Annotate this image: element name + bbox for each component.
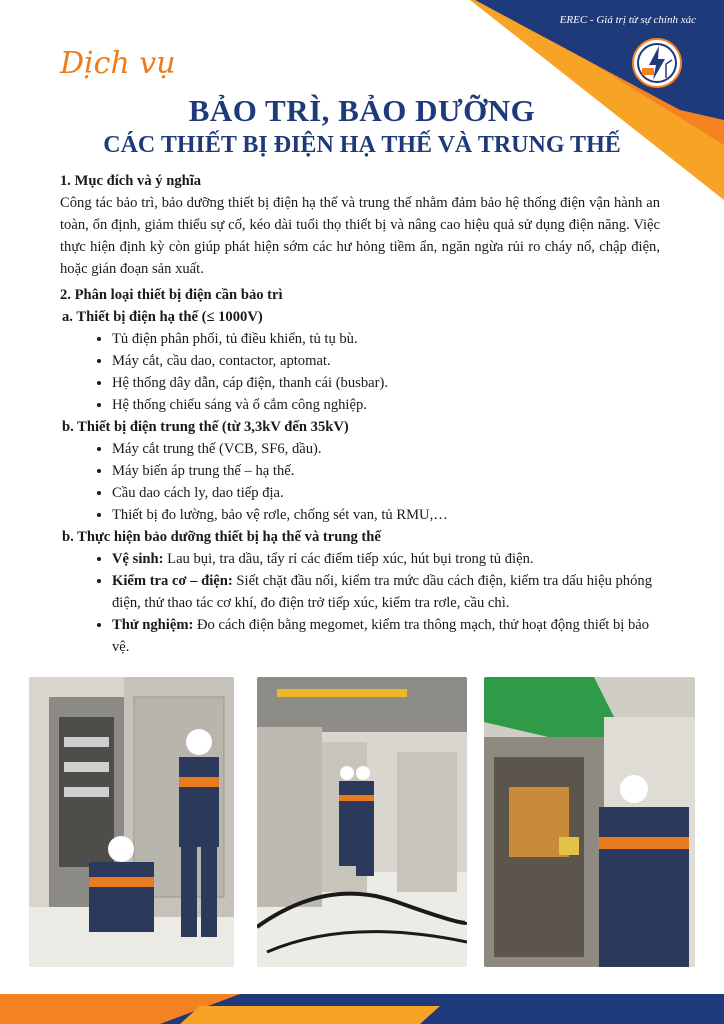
item-text: Lau bụi, tra dầu, tẩy rỉ các điểm tiếp xúc, hút bụi trong tủ điện. xyxy=(163,551,534,567)
list-item: • Máy cắt trung thế (VCB, SF6, dầu). xyxy=(112,438,660,460)
document-body xyxy=(60,170,660,658)
item-text: Siết chặt đầu nối, kiểm tra mức dầu cách điện, kiểm tra dấu hiệu phóng điện, thử thao tác cơ khí, đo điện trở tiếp xúc, kiểm tra rơle, cầu chì. xyxy=(112,573,652,611)
list-item xyxy=(112,548,660,570)
photo-low-voltage-panel xyxy=(29,677,234,967)
section2b-heading: b. Thiết bị điện trung thế (từ 3,3kV đến 35kV) xyxy=(62,419,349,435)
list-item: • Tủ điện phân phối, tủ điều khiển, tủ tụ bù. xyxy=(112,328,660,350)
section2-heading: 2. Phân loại thiết bị điện cần bảo trì xyxy=(60,287,283,303)
service-script-label: Dịch vụ xyxy=(60,46,176,81)
section1-heading: 1. Mục đích và ý nghĩa xyxy=(60,173,202,189)
erec-logo-icon xyxy=(632,38,682,88)
section2c-heading: b. Thực hiện bảo dưỡng thiết bị hạ thế và trung thế xyxy=(62,529,381,545)
section1-body: Công tác bảo trì, bảo dưỡng thiết bị điện hạ thế và trung thế nhằm đảm bảo hệ thống điện vận hành an toàn, ổn định, giảm thiểu sự cố, kéo dài tuổi thọ thiết bị và nâng cao hiệu quả sử dụng điện năng. Việc thực hiện định kỳ còn giúp phát hiện sớm các hư hỏng tiềm ẩn, ngăn ngừa rủi ro cháy nổ, chập điện, hoặc gián đoạn sản xuất. xyxy=(60,195,660,277)
list-item: • Hệ thống chiếu sáng và ổ cắm công nghiệp. xyxy=(112,394,660,416)
page-title: BẢO TRÌ, BẢO DƯỠNG xyxy=(188,93,536,128)
page-subtitle: CÁC THIẾT BỊ ĐIỆN HẠ THẾ VÀ TRUNG THẾ xyxy=(103,132,621,158)
list-item xyxy=(112,570,660,614)
item-label: Vệ sinh: xyxy=(112,551,164,567)
list-item xyxy=(112,614,660,658)
item-label: Thử nghiệm: xyxy=(112,617,194,633)
list-item: • Máy biến áp trung thế – hạ thế. xyxy=(112,460,660,482)
item-label: Kiểm tra cơ – điện: xyxy=(112,573,233,589)
list-item: • Cầu dao cách ly, dao tiếp địa. xyxy=(112,482,660,504)
list-item: • Thiết bị đo lường, bảo vệ rơle, chống sét van, tủ RMU,… xyxy=(112,504,660,526)
low-voltage-list xyxy=(60,328,660,416)
photo-switchgear-inspection xyxy=(257,677,467,967)
item-text: Đo cách điện bằng megomet, kiểm tra thông mạch, thử hoạt động thiết bị bảo vệ. xyxy=(112,617,650,655)
list-item: • Máy cắt, cầu dao, contactor, aptomat. xyxy=(112,350,660,372)
photo-medium-voltage-testing xyxy=(484,677,695,967)
medium-voltage-list xyxy=(60,438,660,526)
photo-gallery xyxy=(29,677,695,967)
list-item: • Hệ thống dây dẫn, cáp điện, thanh cái (busbar). xyxy=(112,372,660,394)
section2a-heading: a. Thiết bị điện hạ thế (≤ 1000V) xyxy=(62,309,263,325)
brand-tagline: EREC - Giá trị từ sự chính xác xyxy=(559,14,696,26)
maintenance-list xyxy=(60,548,660,658)
footer-decoration xyxy=(0,984,724,1024)
